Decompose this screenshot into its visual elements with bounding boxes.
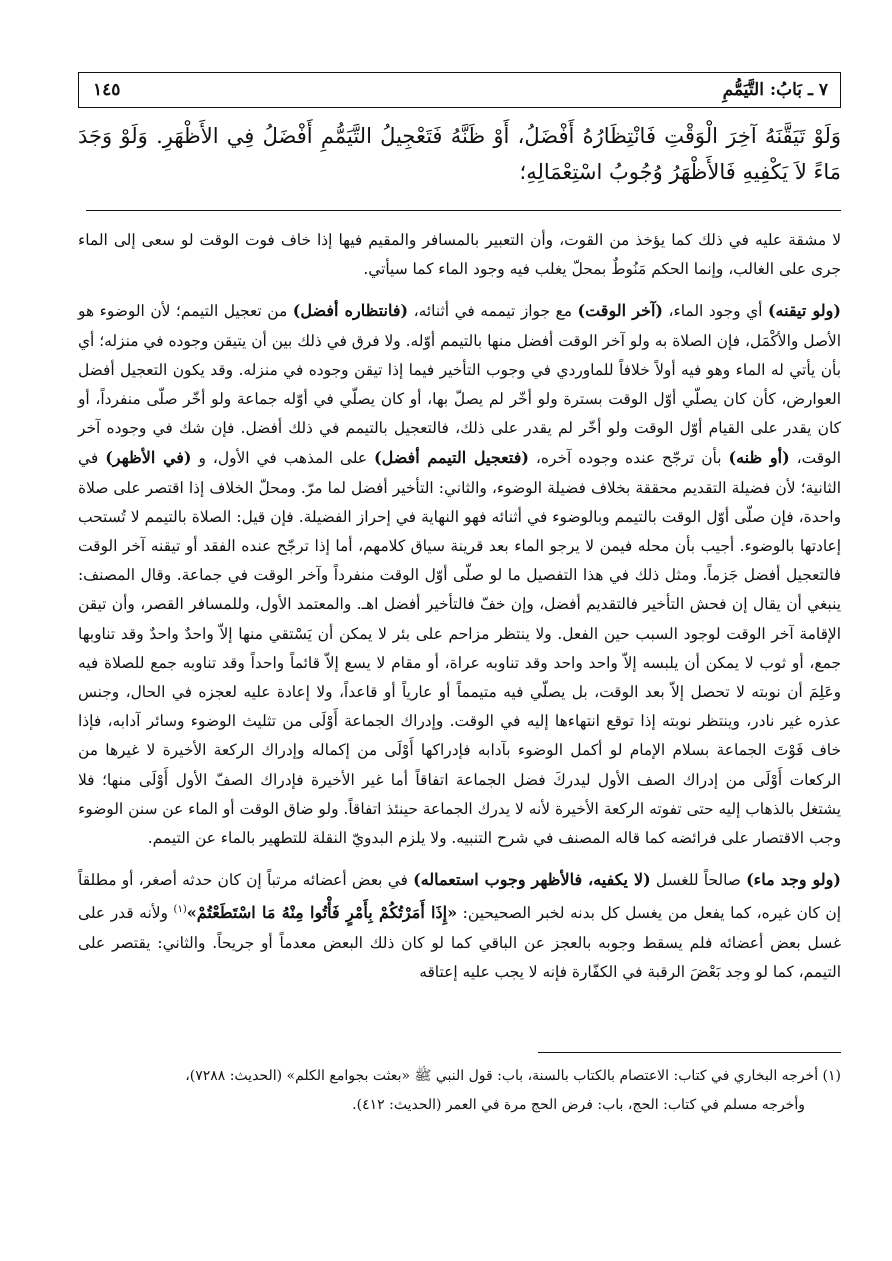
- quoted-phrase: (فتعجيل التيمم أفضل): [374, 448, 529, 468]
- page-header: [78, 72, 841, 108]
- quoted-phrase: (آخر الوقت): [577, 301, 663, 321]
- page-number: ١٤٥: [93, 80, 121, 100]
- footnote-line: وأخرجه مسلم في كتاب: الحج، باب: فرض الحج مرة في العمر (الحديث: ٤١٢).: [352, 1097, 805, 1113]
- commentary-text: صالحاً للغسل: [650, 871, 747, 890]
- commentary-text: ولأنه قدر على غسل بعض أعضائه فلم يسقط وجوبه بالعجز عن الباقي كما لو كان ذلك البعض معدماً أو جريحاً. والثاني: يقتصر على التيمم، كما لو وجد بَعْضَ الرقبة في الكفّارة فإنه لا يجب عليه إعتاقه: [78, 904, 841, 981]
- main-text-divider: [86, 210, 841, 211]
- commentary-paragraph: [78, 296, 841, 853]
- hadith-quote: «إِذَا أَمَرْتُكُمْ بِأَمْرٍ فَأْتُوا مِنْهُ مَا اسْتَطَعْتُمْ»: [186, 903, 458, 923]
- commentary-text: بأن ترجّح عنده وجوده آخره،: [528, 449, 729, 468]
- commentary-text: أي وجود الماء،: [662, 302, 768, 321]
- quoted-phrase: (لا يكفيه، فالأظهر وجوب استعماله): [413, 870, 651, 890]
- main-text: وَلَوْ تَيَقَّنَهُ آخِرَ الْوَقْتِ فَانْتِظَارُهُ أَفْضَلُ، أَوْ ظَنَّهُ فَتَعْجِيلُ التَّيَمُّمِ أَفْضَلُ فِي الأَظْهَرِ. وَلَوْ وَجَدَ مَاءً لاَ يَكْفِيهِ فَالأَظْهَرُ وُجُوبُ اسْتِعْمَالِهِ؛: [78, 124, 841, 184]
- chapter-title: ٧ ـ بَابُ: التَّيَمُّمِ: [722, 80, 828, 100]
- quoted-phrase: (فانتظاره أفضل): [292, 301, 409, 321]
- commentary-paragraph: لا مشقة عليه في ذلك كما يؤخذ من القوت، وأن التعبير بالمسافر والمقيم فيها إذا خاف فوت الوقت لو سعى إلى الماء جرى على الغالب، وإنما الحكم مَنُوطٌ بمحلّ يغلب فيه وجود الماء كما سيأتي.: [78, 231, 841, 279]
- quoted-phrase: (ولو وجد ماء): [746, 870, 841, 890]
- footnote-marker: (١): [173, 904, 187, 916]
- commentary-text: في بعض أعضائه مرتباً إن كان حدثه أصغر، أو مطلقاً إن كان غيره، كما يفعل من يغسل كل بدنه لخبر الصحيحين:: [78, 871, 841, 923]
- quoted-phrase: (ولو تيقنه): [767, 301, 841, 321]
- commentary-text: في الثانية؛ لأن فضيلة التقديم محققة بخلاف فضيلة الوضوء، والثاني: التأخير أفضل لما مرّ. ومحلّ الخلاف إذا اقتصر على صلاة واحدة، فإن صلّى أوّل الوقت بالتيمم وبالوضوء في أثنائه فهو النهاية في إحراز الفضيلة. فإن قيل: الصلاة بالتيمم لا تُستحب إعادتها بالوضوء. أجيب بأن محله فيمن لا يرجو الماء بعد قرينة سياق كلامهم، أما إذا ترجّح عنده الفقد أو تيقنه آخر الوقت فالتعجيل أفضل جَزماً. ومثل ذلك في هذا التفصيل ما لو صلّى أوّل الوقت منفرداً وآخر الوقت في جماعة. وقال المصنف: ينبغي أن يقال إن فحش التأخير فالتقديم أفضل، وإن خفّ فالتأخير أفضل اهـ. والمعتمد الأول، وللمسافر القصر، وأن تيقن الإقامة آخر الوقت لوجود السبب حين الفعل. ولا ينتظر مزاحم على بئر لا يمكن أن يَسْتقي منها إلاّ واحدٌ واحدٌ وقد تناوبها جمع، أو ثوب لا يمكن أن يلبسه إلاّ واحد واحد وقد تناوبه عراة، أو مقام لا يسع إلاّ قائماً واحداً وقد تناوبه جمع للصلاة فيه وعَلِمَ أن نوبته لا تحصل إلاّ بعد الوقت، بل يصلّي فيه متيمماً أو عارياً أو قاعداً، ولا إعادة عليه لعجزه في الحال، وجنس عذره غير نادر، وينتظر نوبته إذا توقع انتهاءها إليه في الوقت. وإدراك الجماعة أَوْلَى من تثليث الوضوء وسائر آدابه، فإذا خاف فَوْتَ الجماعة بسلام الإمام لو أكمل الوضوء بآدابه فإدراكها أَوْلَى من إكماله وإدراك الركعة الأخيرة لا غيرها من الركعات أَوْلَى من إدراك الصف الأول ليدركَ فضل الجماعة اتفاقاً أما غير الأخيرة فإدراك الصفّ الأول أَوْلَى منها؛ فلا يشتغل بالذهاب إليه حتى تفوته الركعة الأخيرة لأنه لا يدرك الجماعة حينئذ اتفاقاً. ولو ضاق الوقت أو الماء عن سنن الوضوء وجب الاقتصار على فرائضه كما قاله المصنف في شرح التنبيه. ولا يلزم البدويّ النقلة للتطهير بالماء عن التيمم.: [78, 449, 841, 848]
- commentary-text: على المذهب في الأول، و: [191, 449, 375, 468]
- footnote-line: (١) أخرجه البخاري في كتاب: الاعتصام بالكتاب بالسنة، باب: قول النبي ﷺ «بعثت بجوامع الكلم» (الحديث: ٧٢٨٨)،: [185, 1068, 841, 1084]
- footnote-divider: [538, 1052, 841, 1053]
- quoted-phrase: (أو ظنه): [728, 448, 790, 468]
- footnotes: [78, 1062, 841, 1120]
- commentary-text: من تعجيل التيمم؛ لأن الوضوء هو الأصل والأكْمَل، فإن الصلاة به ولو آخر الوقت أفضل منها بالتيمم أوّله. ولا فرق في ذلك بين أن يتيقن وجوده في منزله؛ أي بأن يأتي له الماء وهو فيه أولاً خلافاً للماوردي في وجوب التأخير فيما إذا تيقن وجوده في منزله. وقد يكون التعجيل أفضل العوارض، كأن كان يصلّي أوّل الوقت بسترة ولو أخّر لم يصلّ بها، أو كان يصلّي في أوّله جماعة ولو أخّر صلّى منفرداً، أو كان يقدر على القيام أوّل الوقت ولو أخّر لم يقدر على ذلك، فالتعجيل بالتيمم في ذلك أفضل. فإن شك في وجوده آخر الوقت،: [78, 302, 842, 468]
- commentary: [78, 226, 841, 999]
- commentary-paragraph: [78, 865, 841, 987]
- quoted-phrase: (في الأظهر): [105, 448, 192, 468]
- commentary-text: مع جواز تيممه في أثنائه،: [408, 302, 578, 321]
